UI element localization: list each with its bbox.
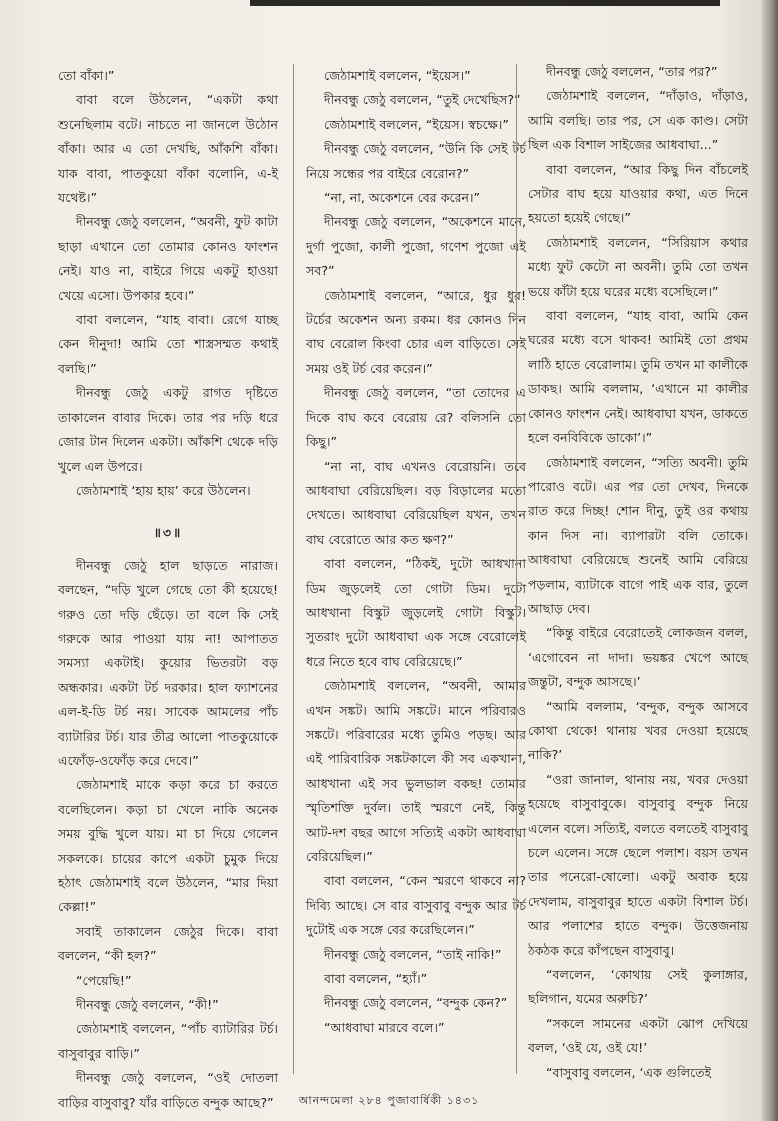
paragraph: বাবা বললেন, “ঠিকই, দুটো আধখানা ডিম জুড়লেই তো গোটা ডিম। দুটো আধখানা বিস্কুট জুড়লেই গোটা বিস্কুট। সুতরাং দুটো আধবাঘা এক সঙ্গে বেরোলেই ধরে নিতে হবে বাঘ বেরিয়েছে।”	[306, 556, 526, 669]
paragraph: তো বাঁকা।”	[58, 68, 115, 83]
paragraph: “না, না, অকেশনে বের করেন।”	[324, 190, 481, 206]
paragraph: “ওরা জানাল, থানায় নয়, খবর দেওয়া হয়েছে বাসুবাবুকে। বাসুবাবু বন্দুক নিয়ে এলেন বলে। সত্যিই, বলতে বলতেই বাসুবাবু চলে এলেন। সঙ্গে ছেলে পলাশ। বয়স তখন তার পনেরো-ষোলো। একটু অবাক হয়ে দেখলাম, বাসুবাবুর হাতে একটা বিশাল টর্চ। আর পলাশের হাতে বন্দুক। উত্তেজনায় ঠকঠক করে কাঁপছেন বাসুবাবু।	[528, 771, 748, 958]
paragraph: জেঠামশাই বললেন, “ইয়েস। স্বচক্ষে।”	[324, 116, 509, 132]
paragraph: দীনবন্ধু জেঠু বললেন, “ওই দোতলা বাড়ির বাসুবাবু? যাঁর বাড়িতে বন্দুক আছে?”	[58, 1070, 278, 1110]
paragraph: “পেয়েছি!”	[76, 972, 132, 988]
column-divider	[293, 64, 294, 1074]
paragraph: জেঠামশাই বললেন, “পাঁচ ব্যাটারির টর্চ। বাসুবাবুর বাড়ি।”	[58, 1021, 278, 1061]
paragraph: “আধবাঘা মারবে বলে।”	[324, 1019, 445, 1035]
paragraph: “আমি বললাম, ‘বন্দুক, বন্দুক আসবে কোথা থেকে! থানায় খবর দেওয়া হয়েছে নাকি?’	[528, 698, 748, 763]
text-column-1	[58, 64, 278, 1110]
paragraph: দীনবন্ধু জেঠু হাল ছাড়তে নারাজ। বলছেন, “দড়ি খুলে গেছে তো কী হয়েছে! গরুও তো দড়ি ছেঁড়ে। তা বলে কি সেই গরুকে আর পাওয়া যায় না! আপাতত সমস্যা একটাই। কুয়োর ভিতরটা বড় অন্ধকার। একটা টর্চ দরকার। হাল ফ্যাশনের এল-ই-ডি টর্চ নয়। সাবেক আমলের পাঁচ ব্যাটারির টর্চ। যার তীব্র আলো পাতকুয়োকে এফোঁড়-ওফোঁড় করে দেবে।”	[58, 557, 278, 768]
paragraph: দীনবন্ধু জেঠু বললেন, “উনি কি সেই টর্চ নিয়ে সন্ধের পর বাইরে বেরোন?”	[306, 141, 526, 181]
paragraph: সবাই তাকালেন জেঠুর দিকে। বাবা বললেন, “কী হল?”	[58, 923, 278, 964]
paragraph: দীনবন্ধু জেঠু বললেন, “তাই নাকি!”	[324, 946, 502, 962]
text-column-3	[528, 60, 748, 1080]
paragraph: দীনবন্ধু জেঠু বললেন, “কী!”	[76, 997, 219, 1013]
top-edge-shadow	[250, 0, 720, 6]
page-binding-edge	[762, 0, 778, 1121]
paragraph: জেঠামশাই বললেন, “আরে, ধুর ধুর! টর্চের অকেশন অন্য রকম। ধর কোনও দিন বাঘ বেরোল কিংবা চোর এল বাড়িতে। সেই সময় ওই টর্চ বের করেন।”	[306, 287, 526, 376]
paragraph: দীনবন্ধু জেঠু বললেন, “অবনী, ফুট কাটা ছাড়া এখানে তো তোমার কোনও ফাংশন নেই। যাও না, বাইরে গিয়ে একটু হাওয়া খেয়ে এসো। উপকার হবে।”	[58, 214, 278, 303]
paragraph: দীনবন্ধু জেঠু বললেন, “তুই দেখেছিস?”	[324, 92, 521, 108]
paragraph: জেঠামশাই বললেন, “সত্যি অবনী। তুমি পারোও বটে। এর পর তো দেখব, দিনকে রাত করে দিচ্ছ! শোন দীনু, তুই ওর কথায় কান দিস না। ব্যাপারটা বলি তোকে। আধবাঘা বেরিয়েছে শুনেই আমি বেরিয়ে পড়লাম, ব্যাটাকে বাগে পাই এক বার, তুলে আছাড় দেব।	[528, 454, 748, 616]
paragraph: বাবা বললেন, “হ্যাঁ।”	[324, 971, 428, 987]
paragraph: বাবা বলে উঠলেন, “একটা কথা শুনেছিলাম বটে। নাচতে না জানলে উঠোন বাঁকা। আর এ তো দেখছি, আঁকশি বাঁকা। যাক বাবা, পাতকুয়ো বাঁকা বলোনি, এ-ই যথেষ্ট।”	[58, 92, 278, 206]
paragraph: জেঠামশাই বললেন, “অবনী, আমার এখন সঙ্কট। আমি সঙ্কটে। মানে পরিবারও সঙ্কটে। পরিবারের মধ্যে তুমিও পড়ছ। আর এই পারিবারিক সঙ্কটকালে কী সব একখানা, আধখানা এই সব ভুলভাল বকছ! তোমার স্মৃতিশক্তি দুর্বল। তাই স্মরণে নেই, কিন্তু আট-দশ বছর আগে সত্যিই একটা আধবাঘা বেরিয়েছিল।”	[306, 678, 526, 864]
paragraph: “কিন্তু বাইরে বেরোতেই লোকজন বলল, ‘এগোবেন না দাদা। ভয়ঙ্কর খেপে আছে জন্তুটা, বন্দুক আসছে।’	[528, 625, 748, 690]
text-column-2	[306, 64, 526, 1074]
paragraph: জেঠামশাই বললেন, “দাঁড়াও, দাঁড়াও, আমি বলছি। তার পর, সে এক কাণ্ড। সেটা ছিল এক বিশাল সাইজের আধবাঘা...”	[528, 88, 748, 153]
column-divider	[516, 64, 517, 1074]
paragraph: দীনবন্ধু জেঠু একটু রাগত দৃষ্টিতে তাকালেন বাবার দিকে। তার পর দড়ি ধরে জোর টান দিলেন একটা। আঁকশি থেকে দড়ি খুলে এল উপরে।	[58, 385, 278, 474]
paragraph: দীনবন্ধু জেঠু বললেন, “তা তোদের এ দিকে বাঘ কবে বেরোয় রে? বলিসনি তো কিছু।”	[306, 385, 526, 450]
paragraph: জেঠামশাই বললেন, “সিরিয়াস কথার মধ্যে ফুট কেটো না অবনী। তুমি তো তখন ভয়ে কাঁটা হয়ে ঘরের মধ্যে বসেছিলে।”	[528, 234, 748, 299]
paragraph: “সকলে সামনের একটা ঝোপ দেখিয়ে বলল, ‘ওই যে, ওই যে!’	[528, 1015, 748, 1056]
paragraph: জেঠামশাই বললেন, “ইয়েস।”	[324, 68, 471, 83]
paragraph: “না না, বাঘ এখনও বেরোয়নি। তবে আধবাঘা বেরিয়েছিল। বড় বিড়ালের মতো দেখতে। আধবাঘা বেরিয়েছিল যখন, তখন বাঘ বেরোতে আর কত ক্ষণ?”	[306, 458, 526, 547]
paragraph: দীনবন্ধু জেঠু বললেন, “অকেশনে মানে, দুর্গা পুজো, কালী পুজো, গণেশ পুজো এই সব?”	[306, 214, 526, 279]
paragraph: দীনবন্ধু জেঠু বললেন, “বন্দুক কেন?”	[324, 995, 508, 1011]
paragraph: দীনবন্ধু জেঠু বললেন, “তার পর?”	[546, 64, 718, 79]
paragraph: বাবা বললেন, “আর কিছু দিন বাঁচলেই সেটার বাঘ হয়ে যাওয়ার কথা, এত দিনে হয়তো হয়েই গেছে।”	[528, 161, 748, 226]
section-number: ॥৩॥	[153, 525, 183, 541]
paragraph: “বাসুবাবু বললেন, ‘এক গুলিতেই	[546, 1064, 712, 1080]
paragraph: বাবা বললেন, “যাহ বাবা, আমি কেন ঘরের মধ্যে বসে থাকব! আমিই তো প্রথম লাঠি হাতে বেরোলাম। তুমি তখন মা কালীকে ডাকছ। আমি বললাম, ‘এখানে মা কালীর কোনও ফাংশন নেই। আধবাঘা যখন, ডাকতে হলে বনবিবিকে ডাকো’।”	[528, 308, 748, 446]
paragraph: জেঠামশাই ‘হায় হায়’ করে উঠলেন।	[76, 482, 251, 498]
paragraph: জেঠামশাই মাকে কড়া করে চা করতে বলেছিলেন। কড়া চা খেলে নাকি অনেক সময় বুদ্ধি খুলে যায়। মা চা দিয়ে গেলেন সকলকে। চায়ের কাপে একটা চুমুক দিয়ে হঠাৎ জেঠামশাই বলে উঠলেন, “মার দিয়া কেল্লা!”	[58, 777, 278, 915]
paragraph: “বললেন, ‘কোথায় সেই কুলাঙ্গার, ছলিগান, যমের অরুচি?’	[528, 967, 748, 1007]
paragraph: বাবা বললেন, “যাহ বাবা। রেগে যাচ্ছ কেন দীনুদা! আমি তো শাস্ত্রসম্মত কথাই বলছি।”	[58, 312, 278, 376]
page-footer: আনন্দমেলা ২৮৪ পুজাবার্ষিকী ১৪৩১	[298, 1094, 480, 1107]
paragraph: বাবা বললেন, “কেন স্মরণে থাকবে না? দিব্যি আছে। সে বার বাসুবাবু বন্দুক আর টর্চ দুটোই এক সঙ্গে বের করেছিলেন।”	[306, 873, 526, 938]
